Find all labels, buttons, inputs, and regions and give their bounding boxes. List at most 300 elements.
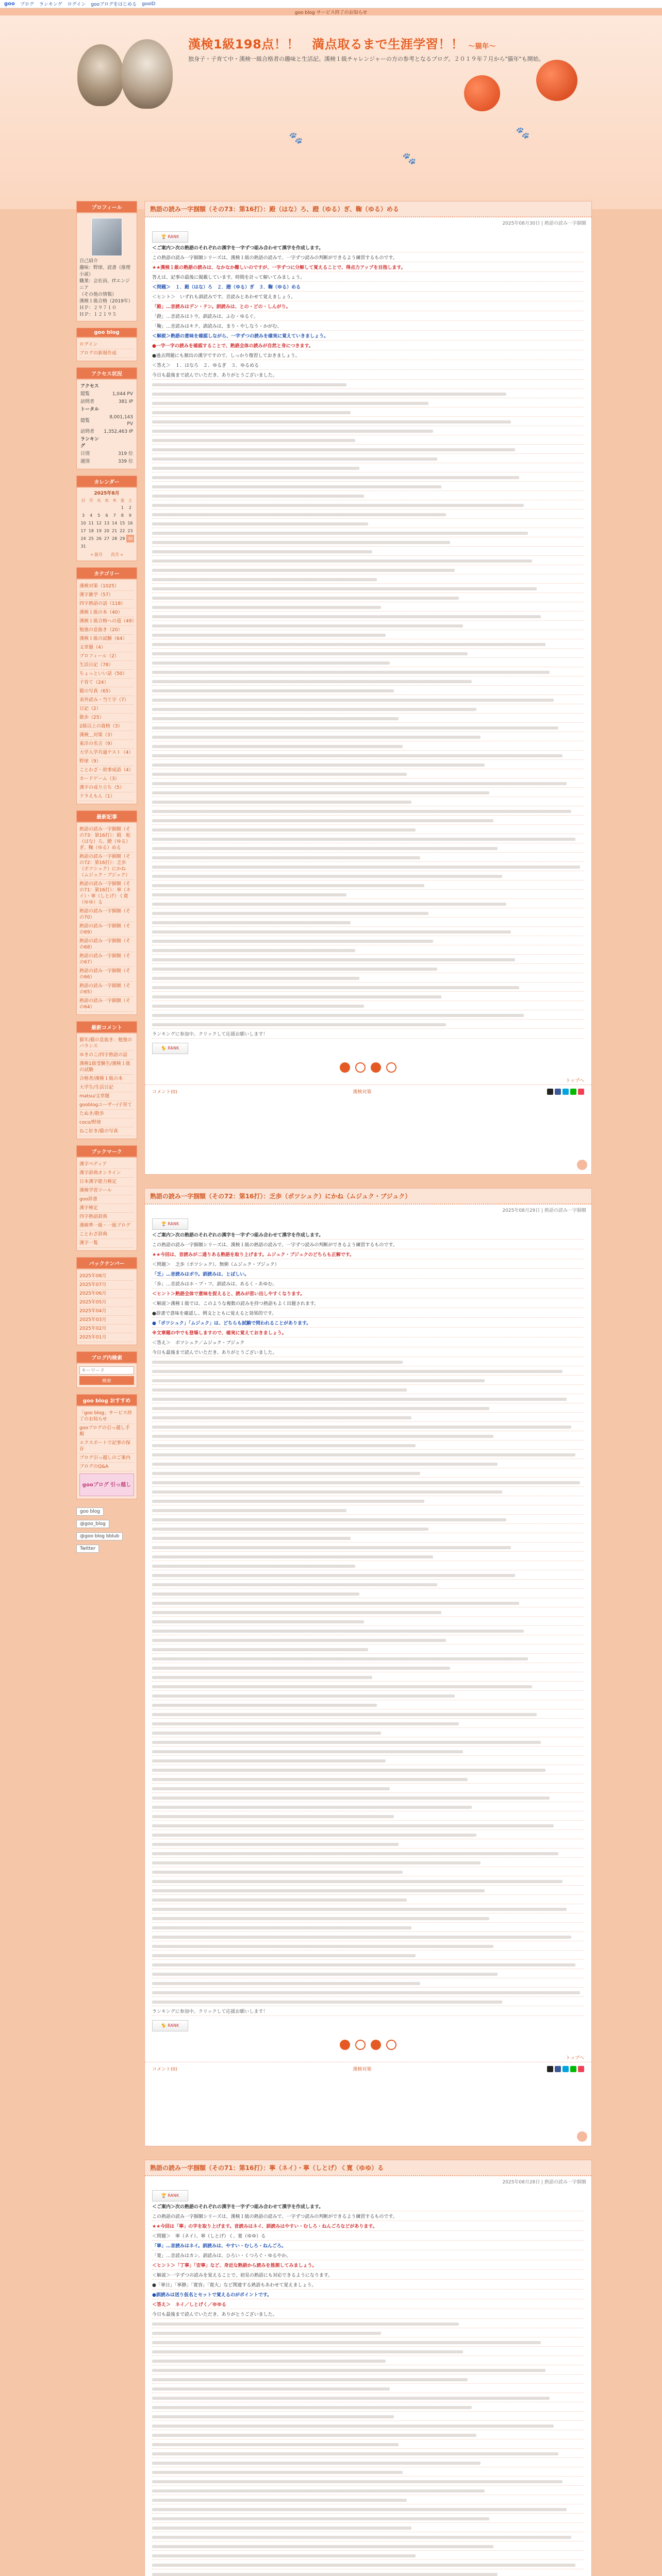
- ranking-text: ランキングに参加中。クリックして応援お願いします！: [152, 1031, 584, 1039]
- calendar-day: [103, 504, 110, 512]
- backnumber-link[interactable]: 2025年03月: [79, 1316, 134, 1325]
- access-value: 1,044 PV: [112, 392, 133, 397]
- article-paragraph: 「殿」…音読みはデン・テン。訓読みは、との・どの・しんがり。: [152, 303, 584, 311]
- ranking-banner[interactable]: 🐈 RANK: [152, 2020, 188, 2031]
- calendar-table: [79, 497, 134, 550]
- text-line: [152, 530, 584, 537]
- bookmark-link[interactable]: 漢字検定: [79, 1204, 134, 1213]
- backnumber-link[interactable]: 2025年07月: [79, 1281, 134, 1290]
- page-top-link[interactable]: トップへ: [566, 2056, 584, 2061]
- backnumber-link[interactable]: 2025年04月: [79, 1307, 134, 1316]
- blog-title[interactable]: [188, 34, 496, 52]
- text-line: [152, 1387, 584, 1394]
- text-line: [152, 1433, 584, 1440]
- recent-entry-link[interactable]: 熟語の読み一字掴額（その73：第16打）：殿 蛇（はな）ろ、蹬（ゆる）ぎ、鞠（ゆる）める: [79, 825, 134, 853]
- text-line: [152, 1786, 584, 1793]
- text-line: [152, 1619, 584, 1626]
- blog-search-button[interactable]: 検索: [79, 1376, 134, 1385]
- article-paragraph: ＜問題＞ １．殿（はな）ろ ２．蹬（ゆる）ぎ ３．鞠（ゆる）める: [152, 284, 584, 292]
- calendar-day[interactable]: 11: [88, 521, 94, 526]
- text-line: [152, 1003, 584, 1010]
- comment-link[interactable]: コメント(0): [152, 1090, 177, 1095]
- text-line: [152, 679, 584, 686]
- calendar-month: 2025年8月: [94, 491, 120, 496]
- banner-text[interactable]: gooブログ 引っ越し: [82, 1482, 131, 1488]
- article-body: [145, 1213, 591, 2037]
- text-line: [152, 2414, 584, 2421]
- access-table: [79, 382, 134, 466]
- yarn-ball-icon: [340, 2040, 350, 2050]
- blog-search-input[interactable]: [79, 1366, 134, 1375]
- text-line: [152, 2571, 584, 2576]
- article-paragraph: ＜解説＞漢検１級では、このような複数の読みを持つ熟語もよく出題されます。: [152, 1300, 584, 1308]
- article-title[interactable]: 熟語の読み一字掴額（その73：第16打）：殿（はな）ろ、蹬（ゆる）ぎ、鞠（ゆる）める: [150, 206, 399, 213]
- category-link[interactable]: ドラえもん（1）: [79, 792, 134, 801]
- text-line: [152, 1637, 584, 1645]
- bookmark-link[interactable]: 漢字辞典オンライン: [79, 1169, 134, 1178]
- article-intro: ＜ご案内＞次の熟語のそれぞれの漢字を一字ずつ組み合わせて漢字を作成します。: [152, 2204, 584, 2211]
- calendar-day[interactable]: 14: [112, 521, 118, 526]
- text-line: [152, 790, 584, 797]
- facebook-share-icon[interactable]: [555, 1089, 561, 1095]
- text-line: [152, 845, 584, 853]
- category-link[interactable]: 漢検１級の本（40）: [79, 608, 134, 617]
- line-share-icon[interactable]: [570, 1089, 576, 1095]
- yarn-ball-icon: [464, 75, 500, 111]
- ranking-badge[interactable]: 🏆 RANK: [152, 2190, 188, 2201]
- calendar-day[interactable]: 22: [120, 529, 125, 533]
- yarn-ball-icon: [371, 1062, 381, 1073]
- calendar-day[interactable]: 18: [88, 529, 94, 533]
- recent-comments-list: [79, 1036, 134, 1136]
- recent-comment-link[interactable]: 合格者/漢検１級の本: [79, 1075, 134, 1083]
- article-paragraph: ★★漢検１級の熟語の読みは、なかなか難しいのですが、一字ずつに分解して覚えることで、得点力アップを目指します。: [152, 264, 584, 272]
- text-line: [152, 1758, 584, 1765]
- yarn-ball-icon: [340, 1062, 350, 1073]
- article-paragraph: ＜ヒント＞「丁寧」「安寧」など、身近な熟語から読みを推測してみましょう。: [152, 2262, 584, 2270]
- blog-title-suffix: 〜猫年〜: [468, 43, 496, 50]
- text-line: [152, 1359, 584, 1366]
- social-badges: [76, 1505, 137, 1555]
- paw-icon: 🐾: [289, 132, 303, 145]
- article-date: 2025年08月30日 | 熟語の読み一字掴額: [502, 221, 586, 226]
- calendar-day: [103, 543, 110, 550]
- category-link[interactable]: 大学入学共通テスト（4）: [79, 749, 134, 757]
- text-line: [152, 892, 584, 899]
- bookmark-link[interactable]: 漢字ペディア: [79, 1160, 134, 1169]
- category-link[interactable]: 2級以上の資格（3）: [79, 722, 134, 731]
- calendar-day[interactable]: 25: [88, 536, 94, 541]
- text-line: [152, 1656, 584, 1663]
- recent-entry-link[interactable]: 熟語の読み一字掴額（その66）: [79, 967, 134, 982]
- text-line: [152, 1415, 584, 1422]
- recent-comment-link[interactable]: たぬき/散歩: [79, 1110, 134, 1118]
- blog-article: [144, 1188, 592, 2146]
- profile-line: 趣味：野球、読書（推理小説）: [79, 265, 131, 277]
- recent-comment-link[interactable]: matsu/文章題: [79, 1092, 134, 1101]
- category-link[interactable]: 漢検１級合格への道（49）: [79, 617, 134, 626]
- text-line: [152, 1767, 584, 1774]
- text-line: [152, 660, 584, 667]
- category-link[interactable]: 四字熟語の話（118）: [79, 600, 134, 608]
- recent-comment-link[interactable]: gooblogユーザー/子育て: [79, 1101, 134, 1110]
- blog-article: [144, 2160, 592, 2576]
- article-paragraph: この熟語の読み一字掴額シリーズは、漢検１級の熟語の読みで、一字ずつ読みの判断ができるよう練習するものです。: [152, 2213, 584, 2221]
- text-line: [152, 1665, 584, 1672]
- profile-line: 職業：会社員、ITエンジニア: [79, 279, 130, 291]
- text-line: [152, 651, 584, 658]
- text-line: [152, 725, 584, 732]
- category-link[interactable]: 勉強の息抜き（20）: [79, 626, 134, 635]
- text-line: [152, 873, 584, 880]
- osusume-link[interactable]: gooブログの引っ越し手順: [79, 1424, 134, 1439]
- text-line: [152, 781, 584, 788]
- text-line: [152, 614, 584, 621]
- recent-comment-link[interactable]: coco/野球: [79, 1118, 134, 1127]
- ranking-badge[interactable]: 🏆 RANK: [152, 1218, 188, 1230]
- osusume-link[interactable]: 「goo blog」サービス終了のお知らせ: [79, 1409, 134, 1424]
- goo-bar-item[interactable]: ログイン: [67, 2, 86, 7]
- calendar-day[interactable]: 6: [105, 513, 108, 518]
- category-link[interactable]: 漢検対策（1025）: [79, 582, 134, 591]
- osusume-list: [79, 1409, 134, 1471]
- backnumber-link[interactable]: 2025年05月: [79, 1298, 134, 1307]
- access-value: 381 IP: [118, 399, 133, 404]
- text-line: [152, 2442, 584, 2449]
- goo-logo[interactable]: goo: [4, 1, 15, 7]
- hatena-share-icon[interactable]: [562, 2066, 569, 2072]
- calendar-weekday: 火: [96, 498, 101, 503]
- text-line: [152, 549, 584, 556]
- text-line: [152, 957, 584, 964]
- text-line: [152, 1832, 584, 1839]
- text-line: [152, 1934, 584, 1941]
- text-line: [152, 1535, 584, 1543]
- goo-blog-hub-badge[interactable]: @goo blog bblub: [76, 1532, 123, 1540]
- article-paragraph: この熟語の読み一字掴額シリーズは、漢検１級の熟語の読みで、一字ずつ読みの判断ができるよう練習するものです。: [152, 1242, 584, 1249]
- article-category[interactable]: 漢検対策: [353, 1090, 372, 1095]
- calendar-weekday: 月: [89, 498, 93, 503]
- article-paragraph: ＜ヒント＞ いずれも訓読みです。音読みとあわせて覚えましょう。: [152, 294, 584, 301]
- article-paragraph: ＜解説＞一字ずつの読みを覚えることで、初見の熟語にも対応できるようになります。: [152, 2272, 584, 2280]
- text-line: [152, 688, 584, 695]
- yarn-ball-icon: [386, 2040, 396, 2050]
- goo-move-banner[interactable]: [79, 1473, 134, 1496]
- category-link[interactable]: 子育て（24）: [79, 679, 134, 687]
- calendar-day[interactable]: 1: [121, 505, 124, 510]
- calendar-day[interactable]: 21: [112, 529, 118, 533]
- article-title[interactable]: 熟語の読み一字掴額（その71：第16打）：寧（ネイ）・寧（しとげ）く寛（ゆゆ）る: [150, 2164, 384, 2172]
- article-paragraph: 「寧」…音読みはネイ。訓読みは、やすい・むしろ・ねんごろ。: [152, 2243, 584, 2250]
- calendar-weekday: 木: [112, 498, 117, 503]
- text-line: [152, 502, 584, 510]
- category-link[interactable]: 生活日記（78）: [79, 661, 134, 670]
- osusume-link[interactable]: ブログ引っ越しのご案内: [79, 1454, 134, 1463]
- recent-comment-link[interactable]: ねこ好き/猫の写真: [79, 1127, 134, 1136]
- osusume-link[interactable]: ブログのQ&A: [79, 1463, 134, 1471]
- article-paragraph: 「乏」…音読みはボウ。訓読みは、とぼしい。: [152, 1271, 584, 1279]
- article-paragraph: 「鞠」…音読みはキク。訓読みは、まり・やしなう・かがむ。: [152, 323, 584, 331]
- text-line: [152, 1962, 584, 1969]
- comment-link[interactable]: コメント(0): [152, 2067, 177, 2072]
- bookmark-link[interactable]: 四字熟語辞典: [79, 1213, 134, 1222]
- text-line: [152, 1776, 584, 1784]
- category-link[interactable]: 漢字雑学（57）: [79, 591, 134, 600]
- access-label: 週別: [80, 459, 90, 464]
- goo-toolbar: [0, 0, 662, 8]
- profile-avatar[interactable]: [91, 218, 122, 256]
- calendar-day[interactable]: 24: [80, 536, 86, 541]
- category-link[interactable]: ちょっといい話（50）: [79, 670, 134, 679]
- access-label: トータル: [80, 407, 100, 412]
- category-link[interactable]: 猫の写真（65）: [79, 687, 134, 696]
- article-paragraph: ＜問題＞ 乏歩（ポツシュク）、無粥（ムジュク・ブジュク）: [152, 1261, 584, 1269]
- bookmark-link[interactable]: goo辞書: [79, 1195, 134, 1204]
- goo-blog-twitter-badge[interactable]: @goo_blog: [76, 1520, 109, 1528]
- text-line: [152, 1461, 584, 1468]
- access-value: [103, 406, 133, 413]
- goo-bar-item[interactable]: gooID: [141, 1, 156, 7]
- text-line: [152, 808, 584, 816]
- blog-article: [144, 201, 592, 1175]
- calendar-day[interactable]: 31: [80, 544, 86, 549]
- access-value: 339 位: [118, 459, 133, 464]
- calendar-day[interactable]: 19: [96, 529, 102, 533]
- osusume-link[interactable]: エクスポートで記事の保存: [79, 1439, 134, 1454]
- text-line: [152, 1684, 584, 1691]
- bookmark-link[interactable]: 漢字一覧: [79, 1239, 134, 1248]
- cat-image: [121, 39, 173, 109]
- recent-entry-link[interactable]: 熟語の読み一字掴額（その70）: [79, 907, 134, 922]
- text-line: [152, 1841, 584, 1849]
- calendar-day: [126, 543, 134, 550]
- goo-login-link[interactable]: ログイン: [79, 341, 134, 349]
- text-line: [152, 1609, 584, 1617]
- recent-entry-link[interactable]: 熟語の読み一字掴額（その65）: [79, 982, 134, 997]
- article-category[interactable]: 漢検対策: [353, 2067, 372, 2072]
- bookmark-widget: [76, 1145, 137, 1251]
- line-share-icon[interactable]: [570, 2066, 576, 2072]
- calendar-day[interactable]: 5: [97, 513, 101, 518]
- calendar-day[interactable]: 8: [121, 513, 124, 518]
- twitter-share-icon[interactable]: [547, 1089, 553, 1095]
- blog-title-text[interactable]: 漢検1級198点！！ 満点取るまで生涯学習！！: [188, 37, 464, 52]
- facebook-share-icon[interactable]: [555, 2066, 561, 2072]
- yarn-ball-icon: [371, 2040, 381, 2050]
- article-title[interactable]: 熟語の読み一字掴額（その72：第16打）：乏歩（ポツシュク）にかね（ムジュク・ブジュク）: [150, 1193, 411, 1200]
- text-line: [152, 994, 584, 1001]
- category-link[interactable]: ことわざ・故事成語（4）: [79, 766, 134, 775]
- calendar-day[interactable]: 4: [90, 513, 93, 518]
- article-header: [145, 201, 591, 217]
- text-line: [152, 1526, 584, 1533]
- recent-entry-link[interactable]: 熟語の読み一字掴額（その71：第16打）：寧（ネイ）・寧（しとげ）く寛（ゆゆ）る: [79, 880, 134, 907]
- bookmark-link[interactable]: ことわざ辞典: [79, 1230, 134, 1239]
- service-notice-text[interactable]: goo blog サービス終了のお知らせ: [294, 10, 368, 15]
- page-top-link[interactable]: トップへ: [566, 1078, 584, 1083]
- access-widget: [76, 367, 137, 469]
- bookmark-link[interactable]: 日本漢字能力検定: [79, 1178, 134, 1187]
- category-link[interactable]: 漢字の成り立ち（5）: [79, 784, 134, 792]
- text-line: [152, 1424, 584, 1431]
- twitter-badge[interactable]: Twitter: [76, 1545, 99, 1553]
- text-line: [152, 2497, 584, 2504]
- text-line: [152, 474, 584, 482]
- text-line: [152, 2553, 584, 2560]
- calendar-day[interactable]: 2: [128, 505, 131, 510]
- calendar-day[interactable]: 30: [126, 535, 134, 543]
- share-buttons: [547, 2066, 584, 2072]
- text-line: [152, 697, 584, 704]
- calendar-nav[interactable]: « 前月 次月 »: [90, 552, 123, 557]
- category-link[interactable]: 日記（2）: [79, 705, 134, 714]
- twitter-share-icon[interactable]: [547, 2066, 553, 2072]
- yarn-ball-icon: [386, 1062, 396, 1073]
- calendar-day: [119, 543, 126, 550]
- text-line: [152, 1628, 584, 1635]
- category-link[interactable]: カードゲーム（3）: [79, 775, 134, 784]
- calendar-day[interactable]: 23: [127, 529, 133, 533]
- text-line: [152, 577, 584, 584]
- ranking-banner[interactable]: 🐈 RANK: [152, 1043, 188, 1054]
- widget-title: バックナンバー: [77, 1258, 137, 1269]
- recent-comment-link[interactable]: 猫年/猫の息抜き：勉強のバランス: [79, 1036, 134, 1051]
- backnumber-link[interactable]: 2025年01月: [79, 1333, 134, 1342]
- cat-image: [77, 44, 124, 106]
- text-line: [152, 493, 584, 500]
- access-value: 1,352,463 IP: [104, 429, 133, 434]
- calendar-day[interactable]: 3: [82, 513, 85, 518]
- service-notice[interactable]: [0, 8, 662, 15]
- article-paragraph: ＜解説＞熟語の意味を確認しながら、一字ずつの読みを確実に覚えていきましょう。: [152, 333, 584, 341]
- text-line: [152, 901, 584, 908]
- text-line: [152, 391, 584, 398]
- recent-entry-link[interactable]: 熟語の読み一字掴額（その67）: [79, 952, 134, 967]
- article-footer: [145, 1084, 591, 1099]
- goo-bar-item[interactable]: gooブログをはじめる: [91, 2, 137, 7]
- article-intro: ＜ご案内＞次の熟語のそれぞれの漢字を一字ずつ組み合わせて漢字を作成します。: [152, 1232, 584, 1240]
- category-widget: [76, 567, 137, 804]
- recent-comment-link[interactable]: 大学生/生活日記: [79, 1083, 134, 1092]
- calendar-day[interactable]: 17: [80, 529, 86, 533]
- text-line: [152, 1953, 584, 1960]
- category-link[interactable]: 表外読み・当て字（7）: [79, 696, 134, 705]
- goo-bar-item[interactable]: ランキング: [39, 2, 62, 7]
- goo-create-blog-link[interactable]: ブログの新規作成: [79, 349, 134, 358]
- blog-description: 独身子・子育て中・漢検一級合格者の趣味と生活記。漢検１級チャレンジャーの方の参考となるブログ。２０１９年７月から"猫年"も開始。: [188, 56, 544, 62]
- category-link[interactable]: プロフィール（2）: [79, 652, 134, 661]
- category-link[interactable]: 漢検１級の試験（64）: [79, 635, 134, 643]
- bookmark-link[interactable]: 漢検準一級・一級ブログ: [79, 1222, 134, 1230]
- backnumber-link[interactable]: 2025年08月: [79, 1272, 134, 1281]
- text-line: [152, 2349, 584, 2356]
- text-line: [152, 456, 584, 463]
- recent-comment-link[interactable]: 漢検1級受験生/漢検１級の試験: [79, 1060, 134, 1075]
- recent-entry-link[interactable]: 熟語の読み一字掴額（その72：第16打）：乏歩（ポツシュク）にかね（ムジュク・ブジュク）: [79, 853, 134, 880]
- text-line: [152, 1012, 584, 1020]
- widget-title: アクセス状況: [77, 368, 137, 380]
- calendar-day[interactable]: 7: [113, 513, 116, 518]
- category-link[interactable]: 漢検＿対策（3）: [79, 731, 134, 740]
- backnumber-link[interactable]: 2025年06月: [79, 1290, 134, 1298]
- text-line: [152, 2488, 584, 2495]
- calendar-day: [87, 504, 95, 512]
- cat-toys: [145, 2037, 591, 2053]
- text-line: [152, 1906, 584, 1913]
- calendar-day[interactable]: 16: [127, 521, 133, 526]
- ranking-text: ランキングに参加中。クリックして応援お願いします！: [152, 2008, 584, 2016]
- category-link[interactable]: 文章題（4）: [79, 643, 134, 652]
- text-line: [152, 1925, 584, 1932]
- goo-bar-item[interactable]: ブログ: [20, 2, 34, 7]
- text-line: [152, 2395, 584, 2402]
- recent-entry-link[interactable]: 熟語の読み一字掴額（その64）: [79, 997, 134, 1012]
- access-label: 日別: [80, 451, 90, 456]
- pocket-share-icon[interactable]: [578, 1089, 584, 1095]
- text-line: [152, 1022, 584, 1029]
- text-line: [152, 883, 584, 890]
- article-paragraph: 今日も最後まで読んでいただき、ありがとうございました。: [152, 2311, 584, 2319]
- text-line: [152, 521, 584, 528]
- text-line: [152, 1405, 584, 1413]
- hatena-share-icon[interactable]: [562, 1089, 569, 1095]
- goo-blog-badge[interactable]: goo blog: [76, 1507, 104, 1516]
- recent-entry-link[interactable]: 熟語の読み一字掴額（その69）: [79, 922, 134, 937]
- calendar-day[interactable]: 26: [96, 536, 102, 541]
- calendar-day[interactable]: 9: [128, 513, 131, 518]
- backnumber-link[interactable]: 2025年02月: [79, 1325, 134, 1333]
- text-line: [152, 827, 584, 834]
- category-link[interactable]: 散歩（25）: [79, 714, 134, 722]
- article-paragraph: 答えは、記事の最後に掲載しています。時間を計って解いてみましょう。: [152, 274, 584, 282]
- recent-entry-link[interactable]: 熟語の読み一字掴額（その68）: [79, 937, 134, 952]
- pocket-share-icon[interactable]: [578, 2066, 584, 2072]
- article-paragraph: ＜答え＞ １．はなろ ２．ゆるぎ ３．ゆるめる: [152, 362, 584, 370]
- bookmark-list: [79, 1160, 134, 1248]
- text-line: [152, 2423, 584, 2430]
- text-line: [152, 2469, 584, 2477]
- article-paragraph: ★★今回は「寧」の字を取り上げます。音読みはネイ、訓読みはやすい・むしろ・ねんごろなどがあります。: [152, 2223, 584, 2231]
- article-paragraph: ●「寧日」「寧静」「寛容」「寛大」など関連する熟語もあわせて覚えましょう。: [152, 2282, 584, 2290]
- article-paragraph: ★★今回は、音読みが二通りある熟語を取り上げます。ムジュク・ブジュクのどちらも正解です。: [152, 1251, 584, 1259]
- text-line: [152, 2358, 584, 2365]
- access-label: 訪問者: [80, 399, 95, 404]
- category-link[interactable]: 野球（9）: [79, 757, 134, 766]
- text-line: [152, 1563, 584, 1570]
- text-line: [152, 410, 584, 417]
- calendar-day[interactable]: 15: [120, 521, 125, 526]
- text-line: [152, 2404, 584, 2412]
- backnumber-widget: [76, 1257, 137, 1345]
- goo-blog-widget: [76, 328, 137, 361]
- calendar-day[interactable]: 20: [104, 529, 110, 533]
- text-line: [152, 558, 584, 565]
- article-paragraph: ●過去問題にも頻出の漢字ですので、しっかり復習しておきましょう。: [152, 352, 584, 360]
- calendar-day[interactable]: 10: [80, 521, 86, 526]
- calendar-day[interactable]: 27: [104, 536, 110, 541]
- text-line: [152, 1795, 584, 1802]
- calendar-day[interactable]: 12: [96, 521, 102, 526]
- article-paragraph: ※文章題の中でも登場しますので、確実に覚えておきましょう。: [152, 1330, 584, 1337]
- recent-comment-link[interactable]: ゆきのこ/四字熟語の話: [79, 1051, 134, 1060]
- bookmark-link[interactable]: 漢検学習ツール: [79, 1187, 134, 1195]
- text-line: [152, 2516, 584, 2523]
- category-link[interactable]: 東洋の名言（9）: [79, 740, 134, 749]
- calendar-day[interactable]: 28: [112, 536, 118, 541]
- calendar-day[interactable]: 29: [120, 536, 125, 541]
- calendar-day[interactable]: 13: [104, 521, 110, 526]
- ranking-badge[interactable]: 🏆 RANK: [152, 231, 188, 243]
